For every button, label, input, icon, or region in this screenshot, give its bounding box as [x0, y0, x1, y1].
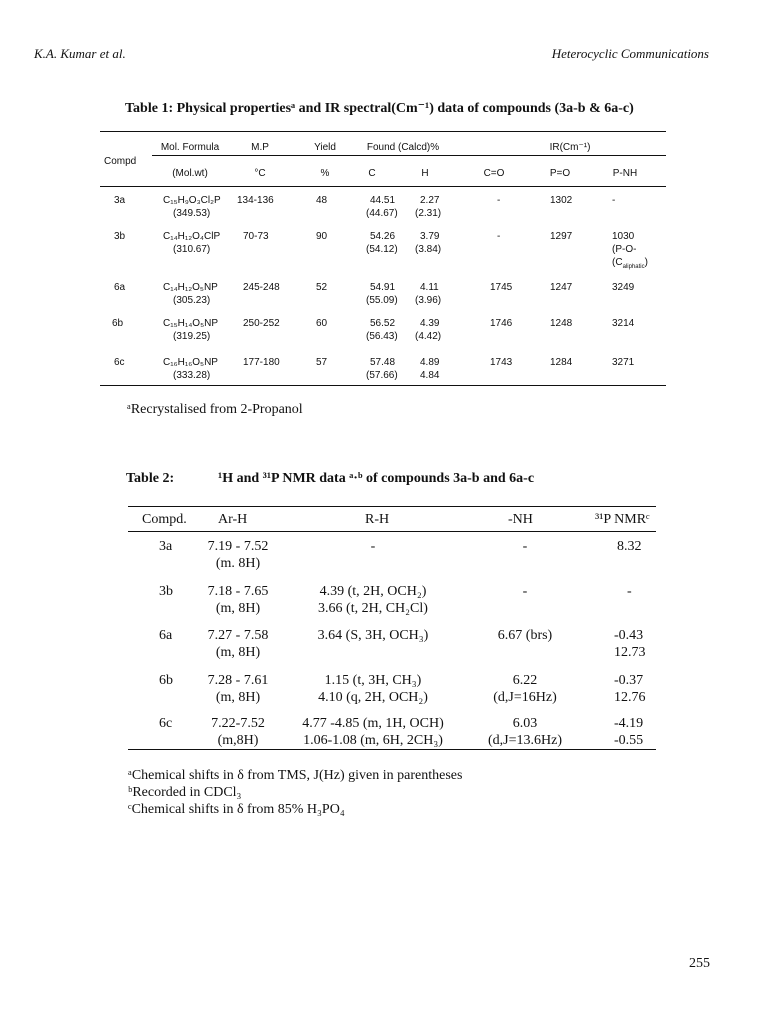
t1-molwt: (305.23)	[173, 295, 211, 306]
t1-head-yield-unit: %	[320, 168, 330, 179]
t2-p-line1: -4.19	[614, 716, 644, 731]
t1-h-found: 4.39	[420, 318, 440, 329]
t1-molwt: (319.25)	[173, 331, 211, 342]
table2-top-rule	[128, 506, 656, 507]
t2-p-line2: 12.73	[614, 645, 646, 660]
t1-head-formula: Mol. Formula	[160, 142, 220, 153]
table2-bottom-rule	[128, 749, 656, 750]
t1-head-po: P=O	[549, 168, 571, 179]
t1-mp: 70-73	[243, 231, 269, 242]
t2-nh-line1: 6.22	[512, 673, 538, 688]
t1-compd: 3a	[114, 195, 126, 206]
t1-c-calcd: (54.12)	[366, 244, 398, 255]
table1-head-rule	[100, 186, 666, 187]
t2-rh-line1: 4.39 (t, 2H, OCH₂)	[319, 584, 427, 599]
t1-c-calcd: (55.09)	[366, 295, 398, 306]
t1-formula: C₁₄H₁₂O₄ClP	[163, 231, 221, 242]
t2-nh-line2: (d,J=13.6Hz)	[488, 733, 562, 748]
page-number: 255	[689, 956, 710, 971]
t1-c-found: 57.48	[370, 357, 396, 368]
t1-formula: C₁₄H₁₂O₅NP	[163, 282, 218, 293]
t2-head-rh: R-H	[365, 512, 390, 527]
t1-head-mp-unit: °C	[254, 168, 266, 179]
t1-co: -	[497, 231, 501, 242]
t1-formula: C₁₅H₉O₃Cl₂P	[163, 195, 221, 206]
t1-c-found: 44.51	[370, 195, 396, 206]
table2-footnote-a: ᵃChemical shifts in δ from TMS, J(Hz) given in parentheses	[128, 768, 463, 783]
table1-mid-rule	[152, 155, 666, 156]
t1-molwt: (310.67)	[173, 244, 211, 255]
t2-head-arh: Ar-H	[218, 512, 248, 527]
t1-pnh: 3214	[612, 318, 635, 329]
t2-arh-mult: (m, 8H)	[215, 601, 261, 616]
t2-nh-line1: -	[522, 584, 528, 599]
t1-head-molwt: (Mol.wt)	[172, 168, 208, 179]
t1-h-calcd: (4.42)	[415, 331, 442, 342]
running-header-authors: K.A. Kumar et al.	[34, 46, 126, 61]
t1-po: 1302	[550, 195, 573, 206]
t1-yield: 90	[316, 231, 328, 242]
t2-arh-range: 7.18 - 7.65	[207, 584, 269, 599]
table2-footnote-c: ᶜChemical shifts in δ from 85% H₃PO₄	[128, 802, 345, 817]
t1-c-calcd: (44.67)	[366, 208, 398, 219]
t1-pnh: 3271	[612, 357, 635, 368]
t2-arh-mult: (m,8H)	[217, 733, 259, 748]
t1-po: 1284	[550, 357, 573, 368]
t2-nh-line1: 6.03	[512, 716, 538, 731]
t1-po: 1248	[550, 318, 573, 329]
t1-pnh-note: (P-O-	[612, 244, 637, 255]
t1-yield: 60	[316, 318, 328, 329]
table1-caption: Table 1: Physical propertiesᵃ and IR spectral(Cm⁻¹) data of compounds (3a-b & 6a-c)	[125, 101, 634, 116]
t1-co: 1746	[490, 318, 513, 329]
t1-h-found: 4.89	[420, 357, 440, 368]
t1-compd: 3b	[114, 231, 126, 242]
t2-compd: 6c	[159, 716, 173, 731]
t1-pnh-note-aliphatic: $(C_{aliphatic})$	[612, 257, 648, 270]
t2-rh-line2: 3.66 (t, 2H, CH₂Cl)	[318, 601, 428, 616]
t2-p-line1: 8.32	[617, 539, 642, 554]
t2-rh-line1: -	[370, 539, 376, 554]
t1-yield: 48	[316, 195, 328, 206]
t2-p-line2: 12.76	[614, 690, 646, 705]
t2-compd: 6a	[159, 628, 173, 643]
t1-compd: 6c	[114, 357, 125, 368]
t2-arh-range: 7.19 - 7.52	[207, 539, 269, 554]
t2-rh-line1: 1.15 (t, 3H, CH₃)	[324, 673, 422, 688]
t2-compd: 6b	[159, 673, 173, 688]
t1-yield: 57	[316, 357, 328, 368]
t1-head-pnh: P-NH	[612, 168, 638, 179]
t2-rh-line1: 3.64 (S, 3H, OCH₃)	[317, 628, 429, 643]
t1-h-found: 2.27	[420, 195, 440, 206]
t1-mp: 177-180	[243, 357, 280, 368]
t2-arh-range: 7.27 - 7.58	[207, 628, 269, 643]
table2-caption: ¹H and ³¹P NMR data ᵃ·ᵇ of compounds 3a-b and 6a-c	[218, 471, 535, 486]
t1-compd: 6b	[112, 318, 124, 329]
t2-arh-range: 7.22-7.52	[211, 716, 265, 731]
t2-p-line1: -0.43	[614, 628, 644, 643]
t2-compd: 3b	[159, 584, 173, 599]
t2-rh-line2: 4.10 (q, 2H, OCH₂)	[318, 690, 428, 705]
t2-p-line2: -0.55	[614, 733, 644, 748]
t2-head-pnmr: ³¹P NMRᶜ	[595, 512, 650, 527]
table2-head-rule	[128, 531, 656, 532]
t1-mp: 245-248	[243, 282, 280, 293]
t1-h-calcd: (2.31)	[415, 208, 442, 219]
running-header-journal: Heterocyclic Communications	[551, 46, 709, 61]
t1-c-found: 54.91	[370, 282, 396, 293]
t1-c-calcd: (56.43)	[366, 331, 398, 342]
table2-footnote-b: ᵇRecorded in CDCl₃	[128, 785, 242, 800]
t1-molwt: (349.53)	[173, 208, 211, 219]
t2-p-line1: -0.37	[614, 673, 644, 688]
t1-c-found: 54.26	[370, 231, 396, 242]
t1-yield: 52	[316, 282, 328, 293]
table1-top-rule	[100, 131, 666, 132]
t2-arh-mult: (m, 8H)	[215, 645, 261, 660]
t1-po: 1247	[550, 282, 573, 293]
t1-h-calcd: (3.84)	[415, 244, 442, 255]
t2-nh-line1: -	[522, 539, 528, 554]
t2-p-line1: -	[627, 584, 632, 599]
t1-h-found: 4.11	[420, 282, 439, 293]
t2-nh-line1: 6.67 (brs)	[497, 628, 553, 643]
t2-compd: 3a	[159, 539, 173, 554]
table1-footnote: ᵃRecrystalised from 2-Propanol	[127, 402, 303, 417]
t2-rh-line2: 1.06-1.08 (m, 6H, 2CH₃)	[303, 733, 443, 748]
t1-head-yield: Yield	[314, 142, 336, 153]
t2-arh-mult: (m. 8H)	[215, 556, 261, 571]
t1-head-compd: Compd	[104, 156, 137, 167]
t1-c-found: 56.52	[370, 318, 396, 329]
t1-mp: 134-136	[237, 195, 274, 206]
t1-pnh: -	[612, 195, 616, 206]
table1-bottom-rule	[100, 385, 666, 386]
t1-head-h: H	[421, 168, 429, 179]
t1-h-found: 3.79	[420, 231, 440, 242]
t1-h-calcd: 4.84	[420, 370, 440, 381]
table2-label: Table 2:	[126, 471, 175, 486]
t1-head-c: C	[368, 168, 376, 179]
t1-co: 1743	[490, 357, 513, 368]
t1-po: 1297	[550, 231, 573, 242]
t2-head-compd: Compd.	[142, 512, 187, 527]
t1-head-found: Found (Calcd)%	[366, 142, 440, 153]
t1-co: -	[497, 195, 501, 206]
t1-mp: 250-252	[243, 318, 280, 329]
t1-head-mp: M.P	[251, 142, 269, 153]
t1-head-ir: IR(Cm⁻¹)	[549, 142, 591, 153]
t1-molwt: (333.28)	[173, 370, 211, 381]
t2-nh-line2: (d,J=16Hz)	[493, 690, 557, 705]
t1-co: 1745	[490, 282, 513, 293]
t2-arh-range: 7.28 - 7.61	[207, 673, 269, 688]
t1-h-calcd: (3.96)	[415, 295, 442, 306]
t2-arh-mult: (m, 8H)	[215, 690, 261, 705]
t1-head-co: C=O	[483, 168, 505, 179]
t1-compd: 6a	[114, 282, 126, 293]
t1-pnh: 1030	[612, 231, 635, 242]
t1-formula: C₁₆H₁₆O₅NP	[163, 357, 218, 368]
t1-formula: C₁₅H₁₄O₅NP	[163, 318, 218, 329]
t2-rh-line1: 4.77 -4.85 (m, 1H, OCH)	[302, 716, 444, 731]
t2-head-nh: -NH	[508, 512, 533, 527]
t1-c-calcd: (57.66)	[366, 370, 398, 381]
t1-pnh: 3249	[612, 282, 635, 293]
